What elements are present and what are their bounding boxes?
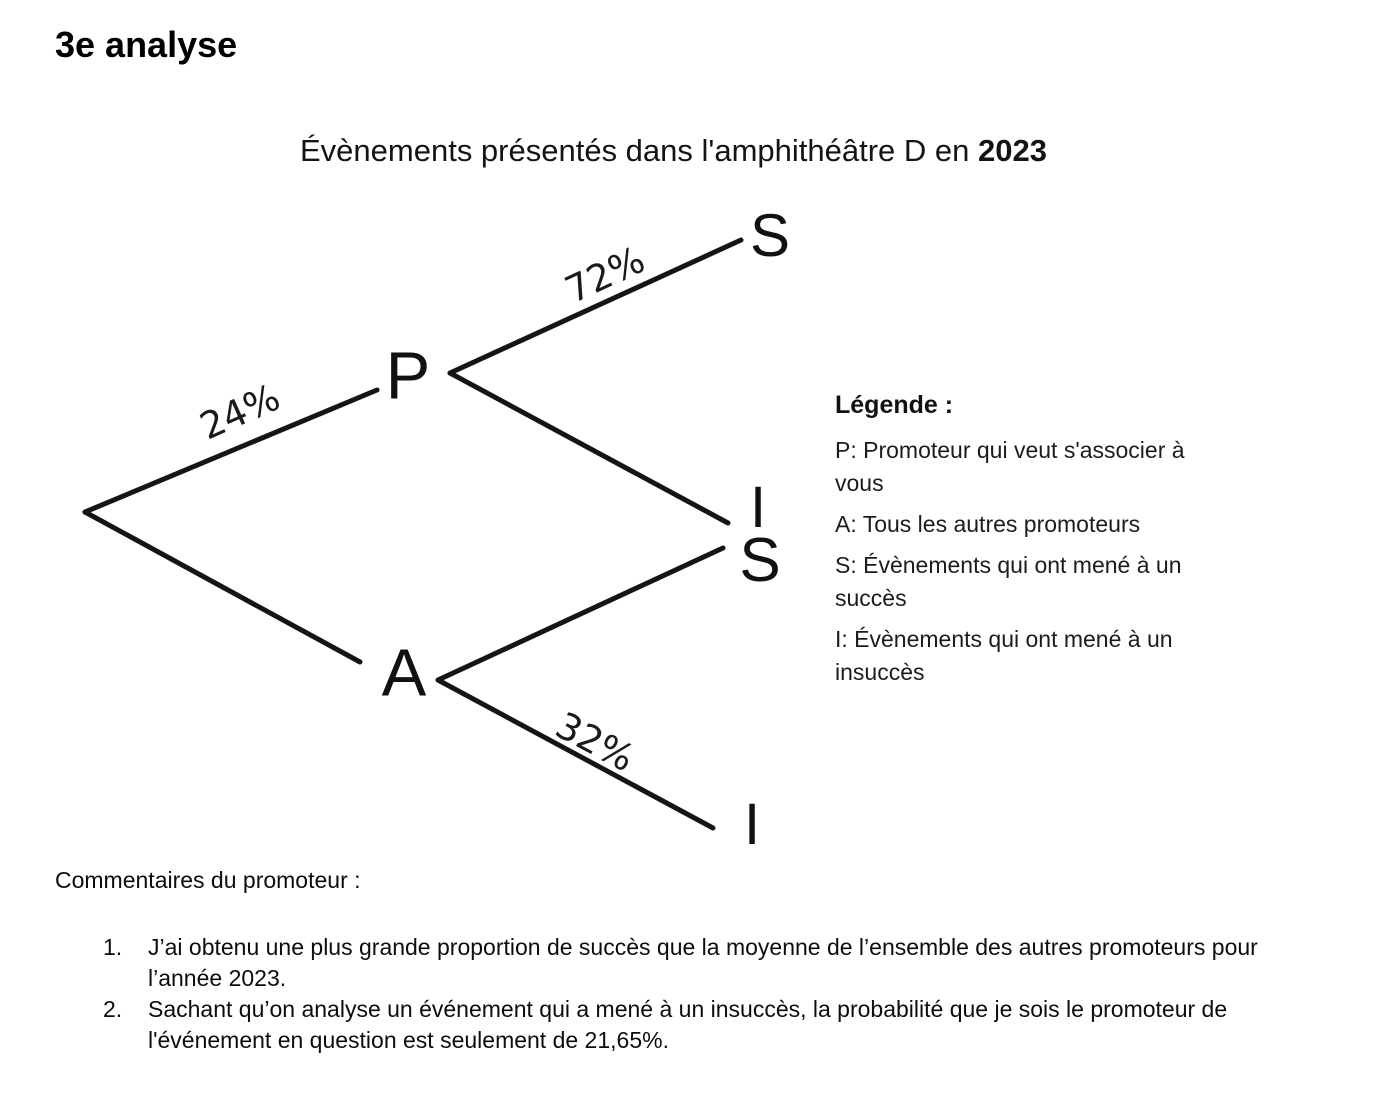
list-item-number: 1. bbox=[103, 934, 123, 960]
branch-root-to-a bbox=[85, 512, 360, 662]
legend bbox=[835, 390, 1207, 697]
branch-a-to-s bbox=[438, 548, 723, 680]
page-title: 3e analyse bbox=[55, 24, 238, 65]
list-item bbox=[103, 932, 1278, 994]
diagram-title-year: 2023 bbox=[977, 133, 1047, 168]
list-item-text: J’ai obtenu une plus grande proportion de succès que la moyenne de l’ensemble des autres promoteurs pour l’année 2023. bbox=[148, 934, 1258, 991]
legend-title: Légende : bbox=[835, 391, 954, 419]
branch-p-to-i bbox=[450, 373, 728, 523]
probability-label-a-i: 32% bbox=[548, 703, 642, 781]
legend-item-p: P: Promoteur qui veut s'associer à vous bbox=[835, 437, 1185, 496]
node-i-mid: I bbox=[749, 475, 767, 540]
node-s-top: S bbox=[749, 202, 791, 269]
node-i-bottom: I bbox=[743, 792, 761, 857]
probability-label-p-s: 72% bbox=[558, 238, 652, 312]
probability-label-root-p: 24% bbox=[193, 375, 287, 449]
list-item-number: 2. bbox=[103, 996, 123, 1022]
diagram-title-text: Évènements présentés dans l'amphithéâtre D en bbox=[300, 133, 978, 168]
legend-item-s: S: Évènements qui ont mené à un succès bbox=[835, 552, 1182, 611]
node-s-mid: S bbox=[739, 526, 781, 595]
list-item-text: Sachant qu’on analyse un événement qui a mené à un insuccès, la probabilité que je sois le promoteur de l'événement en question est seulement de 21,65%. bbox=[148, 996, 1228, 1053]
comments-list bbox=[103, 932, 1278, 1056]
comments-heading: Commentaires du promoteur : bbox=[55, 867, 361, 893]
legend-item-i: I: Évènements qui ont mené à un insuccès bbox=[835, 626, 1173, 685]
node-p: P bbox=[385, 338, 431, 414]
node-a: A bbox=[381, 635, 427, 711]
list-item bbox=[103, 994, 1278, 1056]
legend-item-a: A: Tous les autres promoteurs bbox=[835, 511, 1141, 537]
